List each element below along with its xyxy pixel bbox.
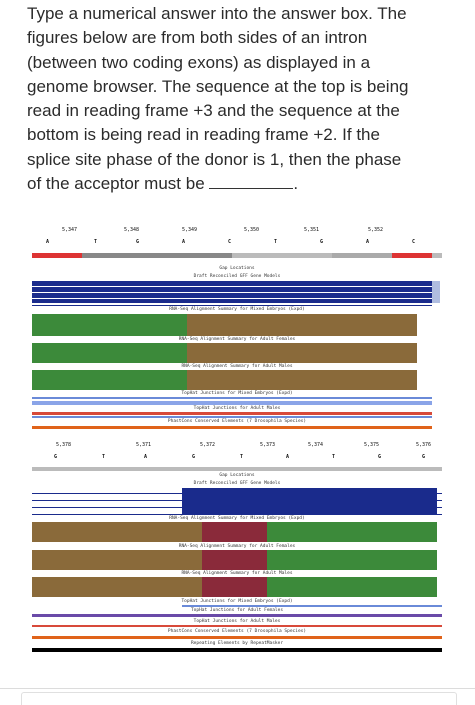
gene-model-line — [32, 514, 442, 515]
rnaseq-embryo-coverage — [32, 522, 202, 542]
ruler-tick: 5,374 — [308, 442, 324, 448]
sequence-strip — [332, 253, 392, 258]
ruler-tick: 5,352 — [368, 227, 384, 233]
track-label: RNA-Seq Alignment Summary for Mixed Embryos (Expd) — [169, 516, 305, 521]
coordinate-ruler — [32, 440, 442, 466]
base-letter: C — [412, 239, 416, 245]
question-line: figures below are from both sides of an intron — [27, 28, 368, 48]
ruler-tick: 5,348 — [124, 227, 140, 233]
answer-box[interactable] — [21, 692, 457, 705]
track-label: Repeating Elements by RepeatMasker — [190, 641, 284, 646]
track-label: PhastCons Conserved Elements (7 Drosophila Species) — [167, 419, 307, 424]
question-line: bottom is being read in reading frame +2. If the — [27, 125, 380, 145]
gene-model-separator — [32, 298, 432, 299]
track-label: TopHat Junctions for Adult Females — [190, 608, 284, 613]
base-letter: G — [378, 454, 382, 460]
ruler-tick: 5,347 — [62, 227, 78, 233]
rnaseq-male-coverage — [267, 577, 437, 597]
junction-embryo-track — [182, 605, 442, 607]
base-letter: A — [286, 454, 290, 460]
rnaseq-female-coverage — [187, 343, 417, 363]
question-line: (between two coding exons) as displayed in a — [27, 52, 371, 72]
base-letter: G — [320, 239, 324, 245]
gene-model-line — [32, 507, 442, 508]
track-label: Draft Reconciled GFF Gene Models — [193, 481, 281, 486]
track-label: RNA-Seq Alignment Summary for Mixed Embryos (Expd) — [169, 307, 305, 312]
base-letter: A — [182, 239, 186, 245]
question-line: of the acceptor must be — [27, 174, 205, 194]
junction-male-track — [32, 416, 432, 418]
sequence-strip — [32, 467, 442, 471]
base-letter: T — [102, 454, 106, 460]
base-letter: G — [54, 454, 58, 460]
track-label: Gap Locations — [219, 266, 255, 271]
ruler-tick: 5,372 — [200, 442, 216, 448]
ruler-tick: 5,376 — [416, 442, 432, 448]
base-letter: C — [228, 239, 232, 245]
gene-model-separator — [32, 292, 432, 293]
track-label: TopHat Junctions for Mixed Embryos (Expd) — [181, 391, 293, 396]
footer-divider — [0, 688, 475, 689]
gene-model-track — [182, 488, 437, 514]
base-letter: A — [144, 454, 148, 460]
ruler-tick: 5,349 — [182, 227, 198, 233]
junction-embryo-track — [32, 401, 432, 405]
base-letter: G — [136, 239, 140, 245]
rnaseq-embryo-coverage — [32, 314, 187, 336]
junction-embryo-track — [32, 397, 432, 399]
base-letter: G — [192, 454, 196, 460]
track-label: RNA-Seq Alignment Summary for Adult Females — [178, 337, 296, 342]
question-line-blank — [27, 172, 452, 196]
track-label: Draft Reconciled GFF Gene Models — [193, 274, 281, 279]
junction-female-track — [32, 614, 442, 617]
rnaseq-male-coverage — [187, 370, 417, 390]
track-label: PhastCons Conserved Elements (7 Drosophila Species) — [167, 629, 307, 634]
gene-model-separator — [32, 286, 432, 287]
base-letter: T — [332, 454, 336, 460]
question-text — [27, 2, 452, 196]
base-letter: G — [422, 454, 426, 460]
question-line: genome browser. The sequence at the top is being — [27, 76, 409, 96]
coordinate-ruler — [32, 225, 442, 251]
track-label: TopHat Junctions for Adult Males — [193, 406, 281, 411]
question-line-last — [27, 148, 452, 172]
question-ending: . — [293, 174, 299, 194]
question-line: read in reading frame +3 and the sequence at the — [27, 101, 400, 121]
base-letter: A — [46, 239, 50, 245]
base-letter: T — [240, 454, 244, 460]
sequence-strip — [392, 253, 432, 258]
rnaseq-female-coverage — [267, 550, 437, 570]
rnaseq-embryo-coverage — [267, 522, 437, 542]
gene-model-edge — [432, 281, 440, 303]
rnaseq-female-coverage — [202, 550, 267, 570]
rnaseq-female-coverage — [32, 343, 187, 363]
rnaseq-male-coverage — [32, 370, 187, 390]
ruler-tick: 5,350 — [244, 227, 260, 233]
base-letter: A — [366, 239, 370, 245]
junction-male-track — [32, 412, 432, 415]
ruler-tick: 5,371 — [136, 442, 152, 448]
question-line: splice site phase of the donor is 1, then the phase — [27, 149, 402, 169]
base-letter: T — [274, 239, 278, 245]
ruler-tick: 5,351 — [304, 227, 320, 233]
gene-model-line — [32, 305, 432, 306]
genome-browser-donor-figure — [32, 225, 442, 440]
track-label: TopHat Junctions for Adult Males — [193, 619, 281, 624]
rnaseq-embryo-coverage — [202, 522, 267, 542]
ruler-tick: 5,378 — [56, 442, 72, 448]
track-label: RNA-Seq Alignment Summary for Adult Males — [181, 571, 293, 576]
phastcons-track — [32, 636, 442, 639]
answer-blank — [209, 174, 293, 189]
rnaseq-male-coverage — [32, 577, 202, 597]
ruler-tick: 5,373 — [260, 442, 276, 448]
track-label: TopHat Junctions for Mixed Embryos (Expd) — [181, 599, 293, 604]
rnaseq-female-coverage — [32, 550, 202, 570]
rnaseq-male-coverage — [202, 577, 267, 597]
track-label: Gap Locations — [219, 473, 255, 478]
gene-model-line — [32, 493, 442, 494]
repeat-track — [32, 648, 442, 652]
phastcons-track — [32, 426, 432, 429]
sequence-strip — [32, 253, 82, 258]
track-label: RNA-Seq Alignment Summary for Adult Males — [181, 364, 293, 369]
ruler-tick: 5,375 — [364, 442, 380, 448]
genome-browser-acceptor-figure — [32, 440, 442, 666]
base-letter: T — [94, 239, 98, 245]
gene-model-line — [32, 500, 442, 501]
rnaseq-embryo-coverage — [187, 314, 417, 336]
sequence-strip — [82, 253, 232, 258]
question-line: Type a numerical answer into the answer box. The — [27, 4, 407, 23]
track-label: RNA-Seq Alignment Summary for Adult Females — [178, 544, 296, 549]
junction-male-track — [32, 625, 442, 627]
